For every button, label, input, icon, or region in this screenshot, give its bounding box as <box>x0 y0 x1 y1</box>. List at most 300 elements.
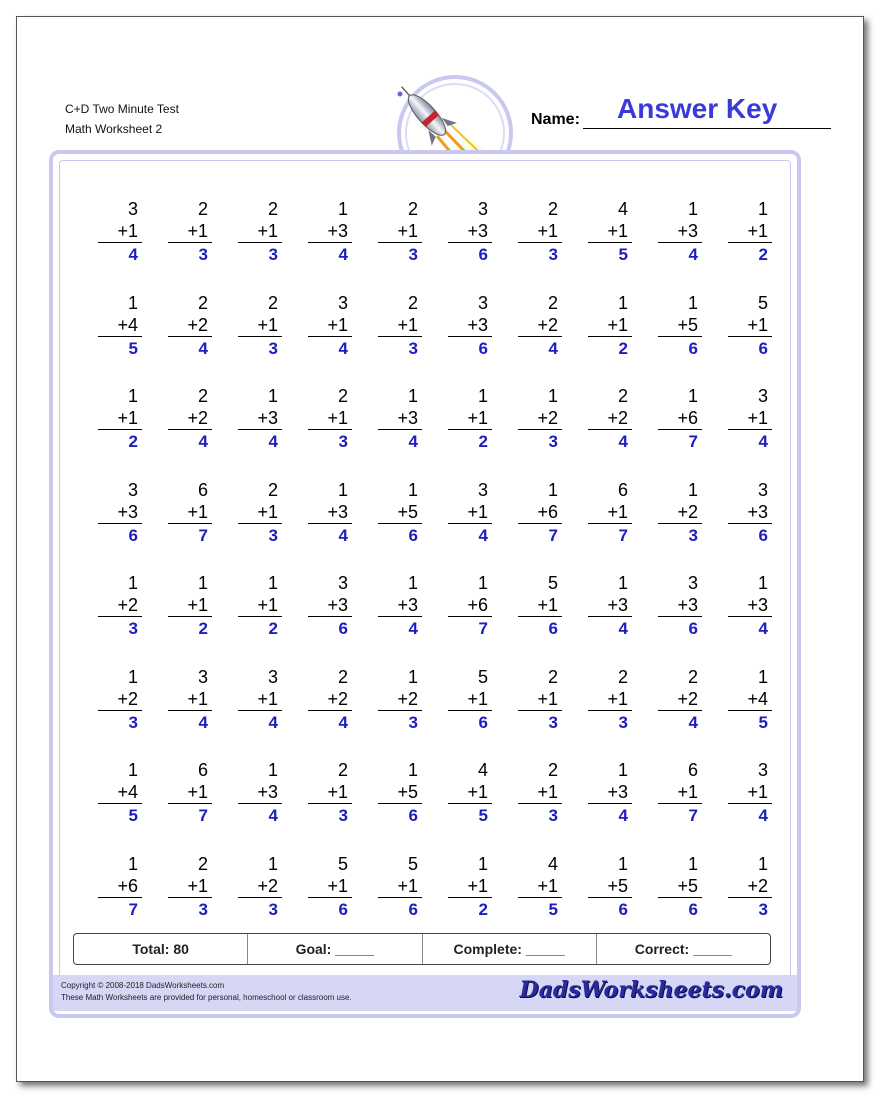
answer: 2 <box>198 619 208 638</box>
addition-problem <box>728 853 772 922</box>
addend-top: 1 <box>757 573 768 593</box>
answer-key-label: Answer Key <box>617 93 778 124</box>
answer: 4 <box>128 245 138 264</box>
answer: 3 <box>338 432 348 451</box>
addend-top: 6 <box>617 479 628 500</box>
answer: 3 <box>548 432 558 451</box>
addition-problem <box>518 572 562 641</box>
addition-problem <box>378 479 422 548</box>
addition-problem <box>98 759 142 828</box>
addend-top: 2 <box>617 666 628 687</box>
addition-problem <box>448 198 492 267</box>
addition-problem <box>658 572 702 641</box>
addition-problem <box>518 759 562 828</box>
answer: 7 <box>478 619 488 638</box>
answer: 7 <box>618 525 628 545</box>
addend-bottom: +5 <box>588 875 632 898</box>
addend-bottom: +1 <box>168 220 212 243</box>
addend-top: 3 <box>127 199 138 219</box>
addend-top: 4 <box>547 853 558 874</box>
addition-problem <box>378 853 422 922</box>
addition-problem <box>728 479 772 548</box>
answer: 4 <box>198 338 208 358</box>
answer: 3 <box>548 712 558 732</box>
addend-top: 2 <box>197 853 208 874</box>
addend-top: 2 <box>547 292 558 313</box>
addend-top: 5 <box>477 666 488 687</box>
answer: 4 <box>198 432 208 451</box>
answer: 7 <box>128 899 138 919</box>
name-field-line <box>583 128 831 129</box>
addition-problem <box>168 572 212 641</box>
answer: 3 <box>758 899 768 919</box>
answer: 4 <box>618 432 628 451</box>
addend-bottom: +1 <box>448 407 492 430</box>
goal-field: Goal: _____ <box>248 934 422 964</box>
addition-problem <box>588 385 632 454</box>
addend-bottom: +2 <box>308 688 352 711</box>
addend-bottom: +1 <box>98 220 142 243</box>
addition-problem <box>378 572 422 641</box>
addition-problem <box>728 666 772 735</box>
addend-top: 1 <box>757 666 768 687</box>
worksheet-title <box>65 99 179 139</box>
addend-top: 1 <box>127 760 138 780</box>
answer: 6 <box>338 619 348 638</box>
addition-problem <box>168 198 212 267</box>
addend-top: 3 <box>197 666 208 687</box>
addend-bottom: +2 <box>238 875 282 898</box>
addition-problem <box>98 479 142 548</box>
addition-problem <box>518 479 562 548</box>
answer: 2 <box>268 619 278 638</box>
addend-top: 1 <box>127 853 138 874</box>
addend-top: 5 <box>337 853 348 874</box>
addend-bottom: +3 <box>308 501 352 524</box>
addend-top: 1 <box>267 853 278 874</box>
correct-field: Correct: _____ <box>634 941 733 957</box>
addend-bottom: +6 <box>658 407 702 430</box>
addend-top: 3 <box>757 479 768 500</box>
answer: 3 <box>408 245 418 264</box>
addend-top: 1 <box>407 386 418 406</box>
answer: 3 <box>408 338 418 358</box>
addend-top: 2 <box>267 479 278 500</box>
addend-bottom: +1 <box>308 781 352 804</box>
answer: 2 <box>128 432 138 451</box>
answer: 3 <box>408 712 418 732</box>
addend-top: 2 <box>547 666 558 687</box>
answer: 7 <box>198 806 208 825</box>
addend-bottom: +4 <box>98 314 142 337</box>
addend-top: 3 <box>477 199 488 219</box>
addend-bottom: +2 <box>98 594 142 617</box>
addend-top: 2 <box>687 666 698 687</box>
addend-bottom: +3 <box>378 594 422 617</box>
addend-bottom: +1 <box>588 501 632 524</box>
addend-top: 1 <box>617 760 628 780</box>
addition-problem <box>238 853 282 922</box>
addition-problem <box>588 853 632 922</box>
addend-bottom: +1 <box>658 781 702 804</box>
addition-problem <box>518 292 562 361</box>
addition-problem <box>308 572 352 641</box>
addition-problem <box>168 853 212 922</box>
addition-problem <box>588 292 632 361</box>
addition-problem <box>308 385 352 454</box>
addend-bottom: +1 <box>448 501 492 524</box>
addition-problem <box>588 759 632 828</box>
addend-bottom: +1 <box>168 781 212 804</box>
addend-bottom: +1 <box>168 875 212 898</box>
answer: 3 <box>268 899 278 919</box>
footer-bar <box>53 975 797 1011</box>
addend-bottom: +1 <box>378 220 422 243</box>
answer: 3 <box>338 806 348 825</box>
addend-top: 1 <box>547 479 558 500</box>
answer: 3 <box>128 712 138 732</box>
answer: 6 <box>688 899 698 919</box>
answer: 2 <box>478 432 488 451</box>
addend-bottom: +6 <box>98 875 142 898</box>
addend-bottom: +1 <box>728 781 772 804</box>
addend-bottom: +1 <box>378 875 422 898</box>
addend-bottom: +3 <box>728 501 772 524</box>
addend-top: 1 <box>407 760 418 780</box>
addend-top: 2 <box>197 199 208 219</box>
addend-bottom: +1 <box>98 407 142 430</box>
addition-problem <box>448 292 492 361</box>
addition-problem <box>238 385 282 454</box>
addition-problem <box>448 759 492 828</box>
title-line-2: Math Worksheet 2 <box>65 122 163 136</box>
addition-problem <box>168 385 212 454</box>
addend-top: 4 <box>477 760 488 780</box>
total-count: Total: 80 <box>74 934 248 964</box>
addend-bottom: +4 <box>728 688 772 711</box>
answer: 4 <box>688 245 698 264</box>
addition-problem <box>658 385 702 454</box>
addend-bottom: +4 <box>98 781 142 804</box>
site-logo: DadsWorksheets.com <box>519 977 783 1003</box>
answer: 7 <box>198 525 208 545</box>
addition-problem <box>518 853 562 922</box>
addend-bottom: +3 <box>658 220 702 243</box>
answer: 3 <box>548 806 558 825</box>
addition-problem <box>168 759 212 828</box>
addend-top: 1 <box>267 386 278 406</box>
addend-top: 3 <box>267 666 278 687</box>
addition-problem <box>588 572 632 641</box>
addition-problem <box>378 198 422 267</box>
addition-problem <box>728 759 772 828</box>
addend-top: 2 <box>617 386 628 406</box>
addition-problem <box>98 198 142 267</box>
addend-bottom: +1 <box>588 314 632 337</box>
addend-bottom: +3 <box>728 594 772 617</box>
addend-top: 1 <box>337 479 348 500</box>
addend-top: 1 <box>617 853 628 874</box>
addend-bottom: +3 <box>588 781 632 804</box>
addition-problem <box>518 198 562 267</box>
addend-top: 1 <box>267 760 278 780</box>
addend-bottom: +1 <box>238 314 282 337</box>
answer: 2 <box>758 245 768 264</box>
addend-top: 3 <box>337 292 348 313</box>
addend-bottom: +3 <box>98 501 142 524</box>
addend-top: 2 <box>267 199 278 219</box>
addend-top: 1 <box>687 199 698 219</box>
addition-problem <box>308 853 352 922</box>
answer: 4 <box>338 245 348 264</box>
usage-notice: These Math Worksheets are provided for personal, homeschool or classroom use. <box>61 993 352 1002</box>
addend-top: 1 <box>547 386 558 406</box>
addend-top: 6 <box>197 760 208 780</box>
addition-problem <box>658 292 702 361</box>
addition-problem <box>588 198 632 267</box>
answer: 4 <box>618 806 628 825</box>
answer: 3 <box>688 525 698 545</box>
addend-bottom: +2 <box>728 875 772 898</box>
addend-top: 3 <box>477 292 488 313</box>
addend-top: 2 <box>547 760 558 780</box>
answer: 5 <box>128 338 138 358</box>
addition-problem <box>98 572 142 641</box>
answer: 5 <box>548 899 558 919</box>
addend-top: 1 <box>687 853 698 874</box>
addend-bottom: +1 <box>378 314 422 337</box>
addition-problem <box>308 666 352 735</box>
addend-bottom: +2 <box>658 501 702 524</box>
answer: 4 <box>688 712 698 732</box>
name-label: Name: <box>531 111 580 128</box>
addition-problem <box>98 292 142 361</box>
answer: 6 <box>408 806 418 825</box>
addend-top: 2 <box>337 386 348 406</box>
addend-top: 1 <box>267 573 278 593</box>
addend-top: 1 <box>687 292 698 313</box>
answer: 6 <box>478 245 488 264</box>
answer: 2 <box>618 338 628 358</box>
addend-top: 2 <box>197 292 208 313</box>
score-bar <box>73 933 771 965</box>
addition-problem <box>238 198 282 267</box>
addend-top: 1 <box>477 386 488 406</box>
addend-top: 2 <box>337 666 348 687</box>
addend-top: 4 <box>617 199 628 219</box>
addend-top: 3 <box>687 573 698 593</box>
copyright-text <box>61 980 352 1004</box>
addend-top: 5 <box>407 853 418 874</box>
answer: 6 <box>478 338 488 358</box>
answer: 3 <box>268 245 278 264</box>
addend-bottom: +1 <box>308 875 352 898</box>
addend-top: 1 <box>127 292 138 313</box>
answer: 2 <box>478 899 488 919</box>
addend-top: 3 <box>477 479 488 500</box>
addend-top: 2 <box>407 292 418 313</box>
answer: 4 <box>618 619 628 638</box>
addition-problem <box>98 385 142 454</box>
addend-top: 3 <box>757 760 768 780</box>
addend-bottom: +1 <box>518 781 562 804</box>
addend-bottom: +1 <box>308 314 352 337</box>
answer: 6 <box>688 338 698 358</box>
addition-problem <box>238 292 282 361</box>
addend-bottom: +1 <box>728 407 772 430</box>
addend-top: 1 <box>127 666 138 687</box>
addition-problem <box>728 572 772 641</box>
addition-problem <box>168 666 212 735</box>
addend-top: 1 <box>617 573 628 593</box>
answer: 4 <box>758 432 768 451</box>
addend-bottom: +3 <box>658 594 702 617</box>
addition-problem <box>378 292 422 361</box>
addend-bottom: +2 <box>378 688 422 711</box>
addend-bottom: +1 <box>308 407 352 430</box>
addend-bottom: +1 <box>728 220 772 243</box>
addend-bottom: +1 <box>238 220 282 243</box>
addend-bottom: +1 <box>238 594 282 617</box>
addend-top: 1 <box>127 386 138 406</box>
addend-bottom: +1 <box>168 501 212 524</box>
answer: 6 <box>128 525 138 545</box>
addend-bottom: +3 <box>238 407 282 430</box>
addition-problem <box>658 666 702 735</box>
addition-problem <box>308 198 352 267</box>
addend-top: 1 <box>337 199 348 219</box>
addend-bottom: +1 <box>448 875 492 898</box>
answer: 6 <box>618 899 628 919</box>
addition-problem <box>378 759 422 828</box>
addition-problem <box>378 385 422 454</box>
addend-bottom: +3 <box>308 594 352 617</box>
addend-top: 1 <box>617 292 628 313</box>
addend-bottom: +1 <box>238 501 282 524</box>
addend-top: 3 <box>127 479 138 500</box>
addition-problem <box>238 759 282 828</box>
answer: 6 <box>408 525 418 545</box>
answer: 3 <box>128 619 138 638</box>
addend-top: 2 <box>267 292 278 313</box>
answer: 6 <box>758 338 768 358</box>
addend-top: 1 <box>407 479 418 500</box>
addend-top: 1 <box>687 386 698 406</box>
addend-top: 5 <box>547 573 558 593</box>
addend-top: 2 <box>337 760 348 780</box>
answer: 4 <box>338 525 348 545</box>
addition-problem <box>98 666 142 735</box>
answer: 7 <box>688 806 698 825</box>
addend-bottom: +1 <box>448 781 492 804</box>
addend-top: 5 <box>757 292 768 313</box>
addition-problem <box>378 666 422 735</box>
addend-top: 1 <box>687 479 698 500</box>
addend-bottom: +2 <box>168 407 212 430</box>
addition-problem <box>588 479 632 548</box>
answer: 4 <box>338 712 348 732</box>
addend-bottom: +5 <box>658 314 702 337</box>
answer: 4 <box>408 432 418 451</box>
answer: 4 <box>198 712 208 732</box>
addend-top: 2 <box>547 199 558 219</box>
addend-bottom: +1 <box>588 220 632 243</box>
addend-top: 3 <box>337 573 348 593</box>
addend-bottom: +3 <box>238 781 282 804</box>
addition-problem <box>658 759 702 828</box>
answer: 3 <box>548 245 558 264</box>
addend-bottom: +5 <box>658 875 702 898</box>
addend-bottom: +2 <box>658 688 702 711</box>
addend-bottom: +3 <box>448 220 492 243</box>
addend-top: 2 <box>197 386 208 406</box>
answer: 4 <box>268 712 278 732</box>
answer: 6 <box>408 899 418 919</box>
addition-problem <box>658 479 702 548</box>
addition-problem <box>448 385 492 454</box>
answer: 6 <box>478 712 488 732</box>
answer: 6 <box>758 525 768 545</box>
answer: 3 <box>268 525 278 545</box>
addition-problem <box>448 572 492 641</box>
addend-top: 1 <box>407 573 418 593</box>
answer: 7 <box>688 432 698 451</box>
addition-problem <box>448 666 492 735</box>
addition-problem <box>238 572 282 641</box>
addend-bottom: +1 <box>168 594 212 617</box>
complete-field: Complete: _____ <box>423 934 597 964</box>
answer: 5 <box>758 712 768 732</box>
addend-top: 1 <box>407 666 418 687</box>
addend-bottom: +3 <box>378 407 422 430</box>
addend-bottom: +2 <box>98 688 142 711</box>
addition-problem <box>168 292 212 361</box>
addend-bottom: +5 <box>378 501 422 524</box>
addend-top: 1 <box>477 853 488 874</box>
addend-bottom: +1 <box>518 875 562 898</box>
answer: 3 <box>618 712 628 732</box>
addition-problem <box>448 853 492 922</box>
addition-problem <box>168 479 212 548</box>
addition-problem <box>728 292 772 361</box>
addition-problem <box>658 198 702 267</box>
addend-bottom: +1 <box>518 594 562 617</box>
addend-bottom: +3 <box>448 314 492 337</box>
answer: 4 <box>268 432 278 451</box>
addend-bottom: +1 <box>238 688 282 711</box>
addition-problem <box>98 853 142 922</box>
answer: 6 <box>338 899 348 919</box>
addend-bottom: +6 <box>448 594 492 617</box>
addition-problem <box>588 666 632 735</box>
answer: 4 <box>548 338 558 358</box>
addend-top: 6 <box>197 479 208 500</box>
addition-problem <box>308 759 352 828</box>
answer: 4 <box>478 525 488 545</box>
answer: 6 <box>548 619 558 638</box>
addend-bottom: +2 <box>168 314 212 337</box>
copyright-line: Copyright © 2008-2018 DadsWorksheets.com <box>61 981 225 990</box>
answer: 4 <box>758 619 768 638</box>
answer: 7 <box>548 525 558 545</box>
addend-bottom: +3 <box>308 220 352 243</box>
addend-bottom: +1 <box>168 688 212 711</box>
addition-problem <box>658 853 702 922</box>
addend-bottom: +5 <box>378 781 422 804</box>
title-line-1: C+D Two Minute Test <box>65 102 179 116</box>
addend-top: 2 <box>407 199 418 219</box>
addition-problem <box>238 666 282 735</box>
